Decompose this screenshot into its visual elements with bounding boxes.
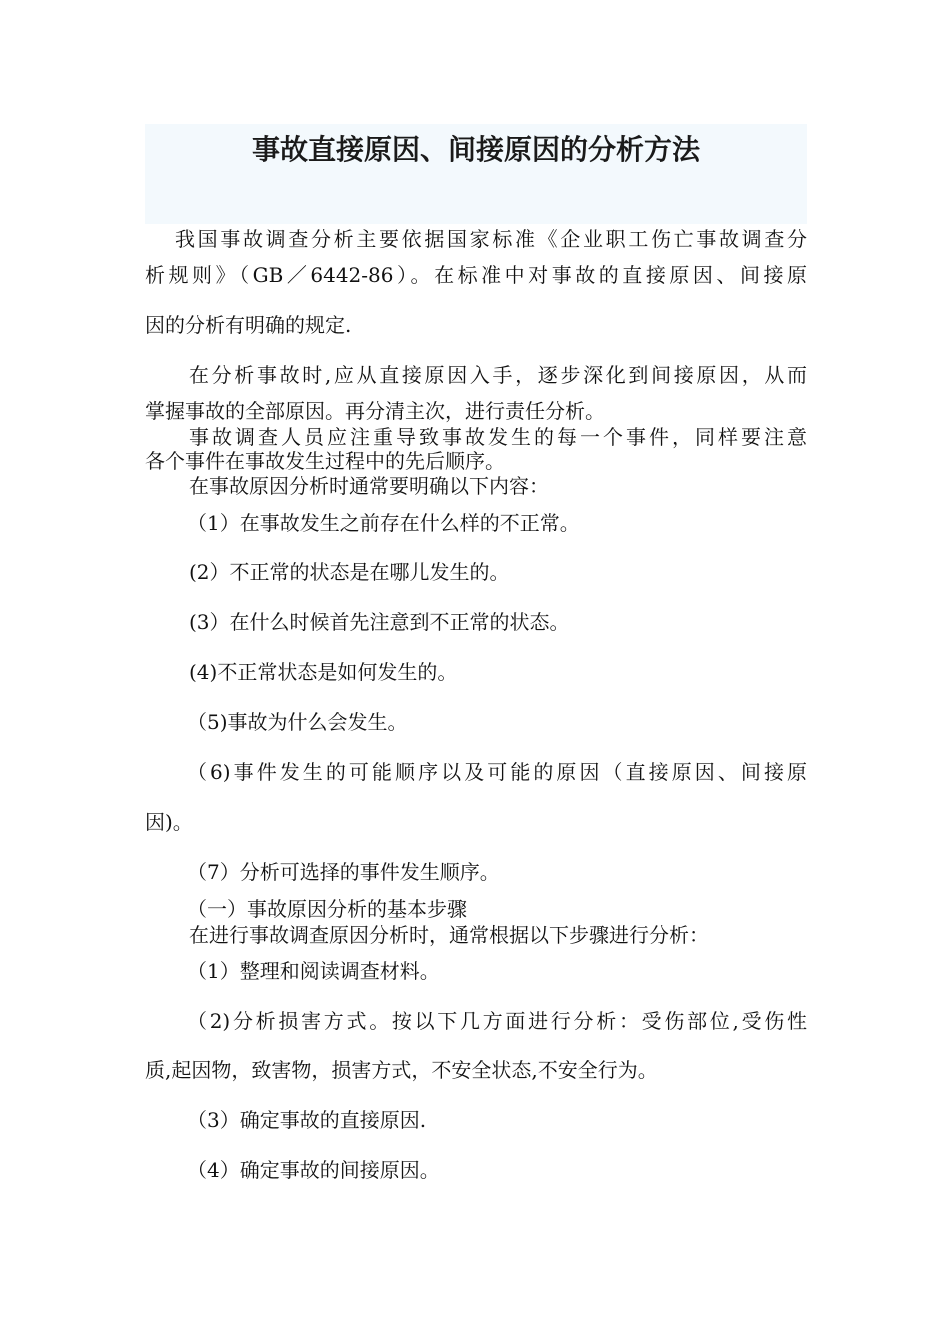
list-item-6-line-1: （6)事件发生的可能顺序以及可能的原因（直接原因、间接原 — [187, 760, 807, 784]
para3-line-2: 各个事件在事故发生过程中的先后顺序。 — [145, 449, 505, 473]
list-item-7: （7）分析可选择的事件发生顺序。 — [187, 860, 500, 884]
list-item-5: （5)事故为什么会发生。 — [187, 710, 408, 734]
step-4: （4）确定事故的间接原因。 — [187, 1158, 440, 1182]
intro-line-3: 因的分析有明确的规定. — [145, 313, 352, 337]
para2-line-1: 在分析事故时,应从直接原因入手，逐步深化到间接原因，从而 — [189, 363, 807, 387]
list-item-3: (3）在什么时候首先注意到不正常的状态。 — [189, 610, 570, 634]
section-intro: 在进行事故调查原因分析时，通常根据以下步骤进行分析： — [189, 923, 709, 947]
step-1: （1）整理和阅读调查材料。 — [187, 959, 440, 983]
para4: 在事故原因分析时通常要明确以下内容： — [189, 474, 549, 498]
list-item-4: (4)不正常状态是如何发生的。 — [189, 660, 458, 684]
para3-line-1: 事故调查人员应注重导致事故发生的每一个事件，同样要注意 — [189, 425, 807, 449]
intro-line-2: 析规则》（GB／6442-86）。在标准中对事故的直接原因、间接原 — [145, 263, 807, 287]
step-2-line-1: （2)分析损害方式。按以下几方面进行分析：受伤部位,受伤性 — [187, 1009, 807, 1033]
list-item-2: (2）不正常的状态是在哪儿发生的。 — [189, 560, 510, 584]
intro-line-1: 我国事故调查分析主要依据国家标准《企业职工伤亡事故调查分 — [175, 227, 807, 251]
list-item-1: （1）在事故发生之前存在什么样的不正常。 — [187, 511, 580, 535]
section-heading: （一）事故原因分析的基本步骤 — [187, 897, 467, 921]
list-item-6-line-2: 因)。 — [145, 810, 193, 834]
para2-line-2: 掌握事故的全部原因。再分清主次，进行责任分析。 — [145, 399, 605, 423]
step-2-line-2: 质,起因物，致害物，损害方式，不安全状态,不安全行为。 — [145, 1058, 658, 1082]
page-title: 事故直接原因、间接原因的分析方法 — [251, 133, 700, 166]
step-3: （3）确定事故的直接原因. — [187, 1108, 427, 1132]
